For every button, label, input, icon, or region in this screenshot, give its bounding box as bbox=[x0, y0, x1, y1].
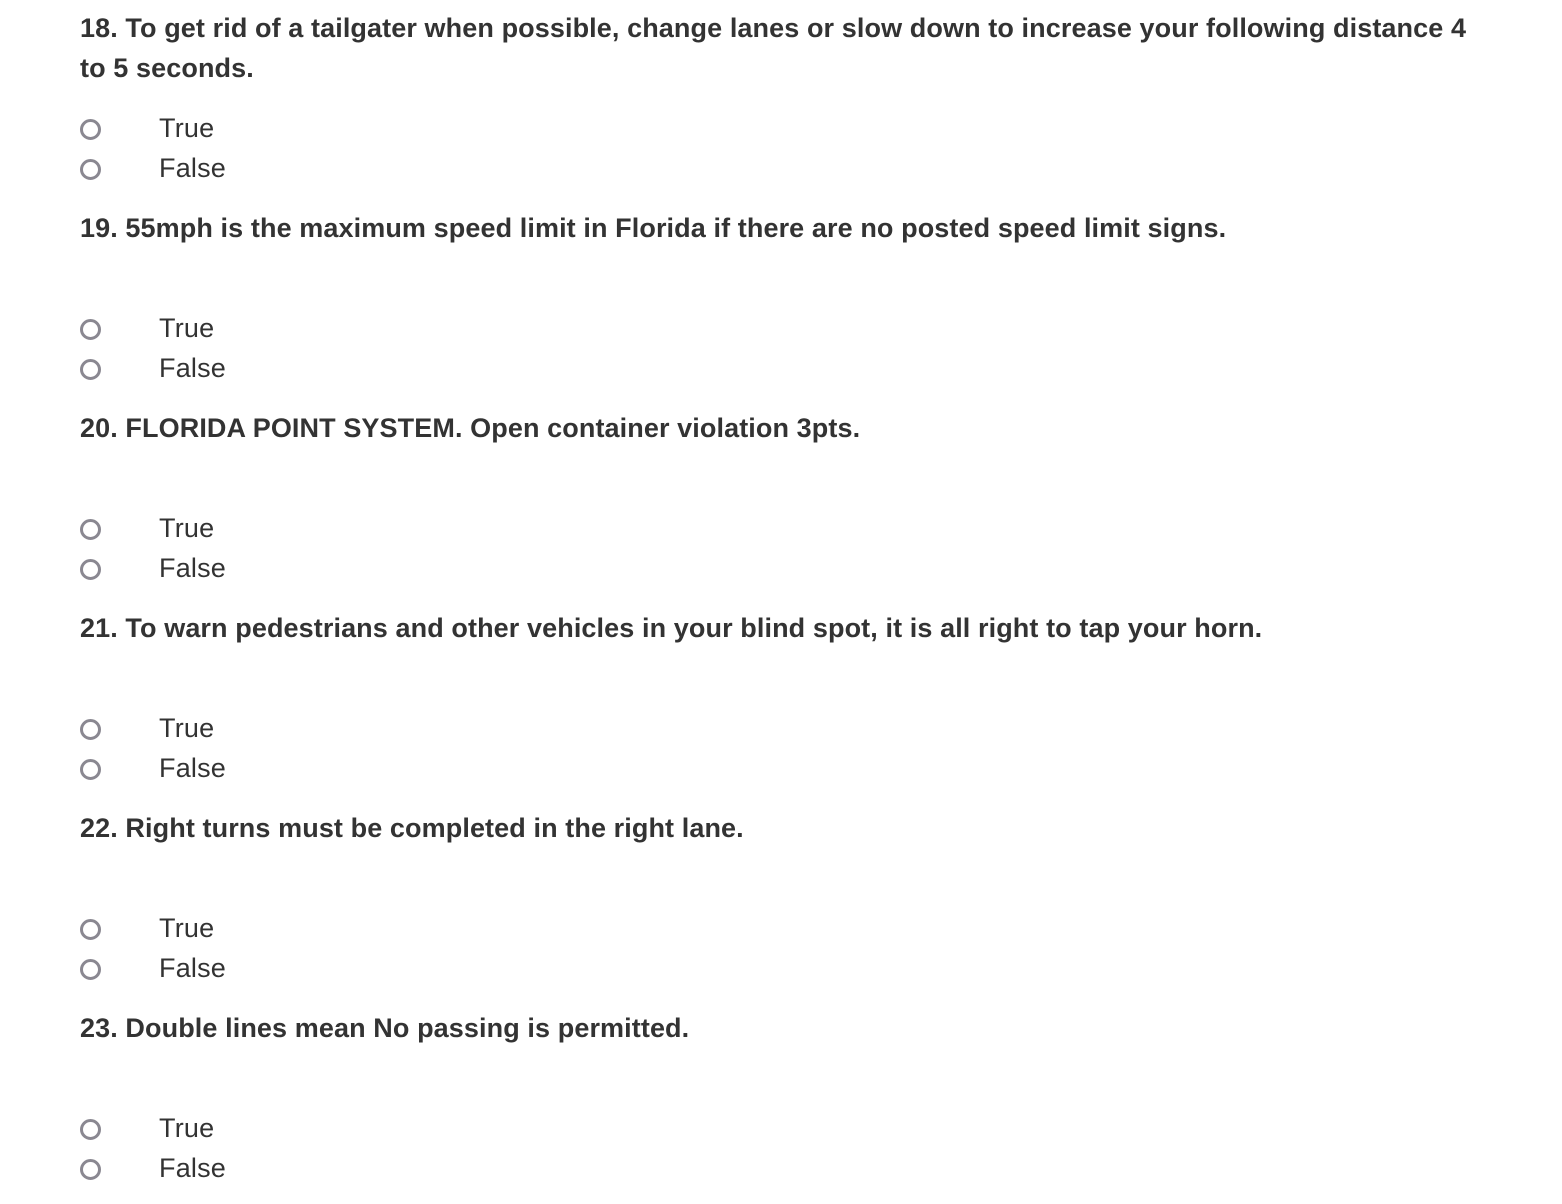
option-label[interactable]: False bbox=[159, 952, 227, 983]
option-label[interactable]: False bbox=[159, 752, 227, 783]
option-false[interactable] bbox=[80, 1148, 480, 1188]
question-23 bbox=[80, 1000, 1500, 1200]
question-text: 23. Double lines mean No passing is permitted. bbox=[80, 1013, 690, 1043]
option-label[interactable]: True bbox=[159, 512, 215, 543]
option-label[interactable]: True bbox=[159, 112, 215, 143]
option-true[interactable] bbox=[80, 908, 480, 948]
option-false[interactable] bbox=[80, 748, 480, 788]
option-false[interactable] bbox=[80, 548, 480, 588]
option-label[interactable]: False bbox=[159, 152, 227, 183]
option-label[interactable]: True bbox=[159, 912, 215, 943]
option-true[interactable] bbox=[80, 1108, 480, 1148]
option-label[interactable]: True bbox=[159, 712, 215, 743]
radio-button[interactable] bbox=[80, 1159, 101, 1180]
radio-button[interactable] bbox=[80, 719, 101, 740]
question-18 bbox=[80, 0, 1500, 200]
option-true[interactable] bbox=[80, 108, 480, 148]
option-true[interactable] bbox=[80, 308, 480, 348]
question-21 bbox=[80, 600, 1500, 800]
question-text: 18. To get rid of a tailgater when possible, change lanes or slow down to increase your following distance 4 to 5 seconds. bbox=[80, 13, 1467, 83]
question-text: 21. To warn pedestrians and other vehicles in your blind spot, it is all right to tap your horn. bbox=[80, 613, 1263, 643]
radio-button[interactable] bbox=[80, 919, 101, 940]
question-19 bbox=[80, 200, 1500, 400]
option-false[interactable] bbox=[80, 948, 480, 988]
radio-button[interactable] bbox=[80, 119, 101, 140]
question-22 bbox=[80, 800, 1500, 1000]
option-label[interactable]: False bbox=[159, 352, 227, 383]
option-label[interactable]: True bbox=[159, 1112, 215, 1143]
radio-button[interactable] bbox=[80, 759, 101, 780]
radio-button[interactable] bbox=[80, 319, 101, 340]
option-label[interactable]: True bbox=[159, 312, 215, 343]
radio-button[interactable] bbox=[80, 959, 101, 980]
question-text: 22. Right turns must be completed in the right lane. bbox=[80, 813, 744, 843]
option-false[interactable] bbox=[80, 348, 480, 388]
radio-button[interactable] bbox=[80, 159, 101, 180]
quiz-form bbox=[80, 0, 1500, 1200]
question-text: 20. FLORIDA POINT SYSTEM. Open container violation 3pts. bbox=[80, 413, 861, 443]
question-text: 19. 55mph is the maximum speed limit in Florida if there are no posted speed limit signs. bbox=[80, 213, 1227, 243]
option-label[interactable]: False bbox=[159, 1152, 227, 1183]
radio-button[interactable] bbox=[80, 359, 101, 380]
radio-button[interactable] bbox=[80, 519, 101, 540]
radio-button[interactable] bbox=[80, 1119, 101, 1140]
option-label[interactable]: False bbox=[159, 552, 227, 583]
option-true[interactable] bbox=[80, 508, 480, 548]
option-false[interactable] bbox=[80, 148, 480, 188]
radio-button[interactable] bbox=[80, 559, 101, 580]
option-true[interactable] bbox=[80, 708, 480, 748]
question-20 bbox=[80, 400, 1500, 600]
